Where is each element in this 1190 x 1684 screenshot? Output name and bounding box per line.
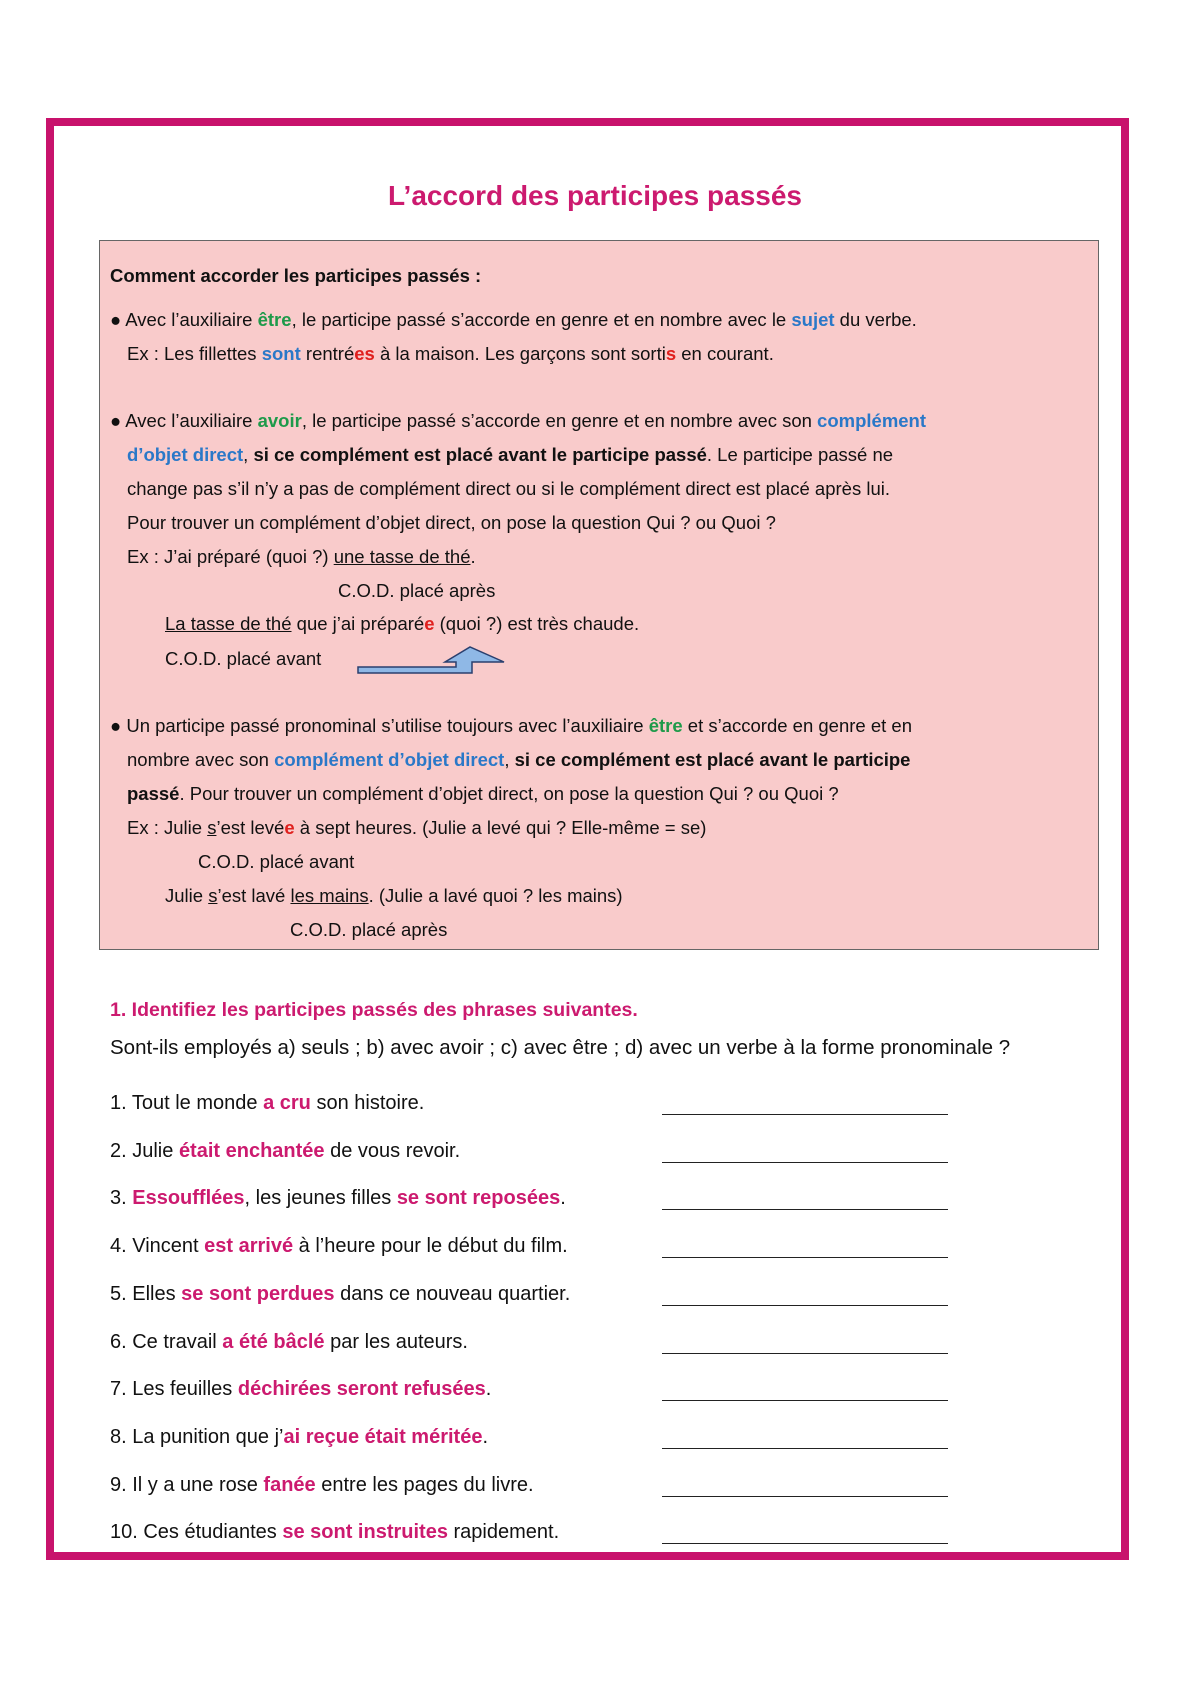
rule-1-example	[127, 343, 774, 365]
rule-2-line-2	[127, 444, 893, 466]
up-arrow-icon	[357, 640, 512, 674]
cod-underlined: La tasse de thé	[165, 613, 292, 634]
text: rentré	[300, 343, 355, 364]
rules-heading: Comment accorder les participes passés :	[110, 265, 482, 286]
cod-label-avant: C.O.D. placé avant	[165, 648, 322, 669]
keyword-avoir: avoir	[257, 410, 302, 431]
text: ,	[243, 444, 254, 465]
sentence-text: par les auteurs.	[324, 1330, 468, 1353]
keyword-sujet: sujet	[791, 309, 835, 330]
ending-e: e	[424, 613, 435, 634]
sentence-text: .	[485, 1378, 492, 1401]
highlighted-verb: a cru	[263, 1092, 311, 1114]
text: . Pour trouver un complément d’objet direct, on pose la question Qui ? ou Quoi ?	[179, 783, 839, 804]
sentence-text: entre les pages du livre.	[315, 1473, 534, 1496]
highlighted-verb: était enchantée	[178, 1139, 325, 1162]
text: Julie	[165, 885, 209, 906]
keyword-sont: sont	[261, 343, 301, 364]
highlighted-verb: déchirées seront refusées	[237, 1378, 486, 1401]
highlighted-verb: se sont reposées	[396, 1187, 561, 1210]
rule-2-example-1	[127, 546, 476, 568]
exercise-item	[110, 1521, 559, 1544]
exercise-item	[110, 1426, 488, 1449]
text: en courant.	[676, 343, 774, 364]
rule-3-line-1	[110, 715, 912, 737]
exercise-title: 1. Identifiez les participes passés des phrases suivantes.	[110, 999, 638, 1021]
sentence-text: dans ce nouveau quartier.	[334, 1282, 571, 1305]
keyword-etre: être	[257, 309, 292, 330]
keyword-complement: complément	[817, 410, 927, 431]
sentence-text: 1. Tout le monde	[110, 1092, 264, 1114]
rule-3-line-3	[127, 783, 839, 805]
rule-2-example-2	[165, 613, 639, 635]
text: Ex : Les fillettes	[127, 343, 262, 364]
rule-2-line-4: Pour trouver un complément d’objet direct, on pose la question Qui ? ou Quoi ?	[127, 512, 776, 533]
exercise-item	[110, 1331, 468, 1354]
answer-blank[interactable]	[662, 1114, 948, 1115]
exercise-instruction: Sont-ils employés a) seuls ; b) avec avoir ; c) avec être ; d) avec un verbe à la forme pronominale ?	[110, 1036, 1011, 1059]
answer-blank[interactable]	[662, 1448, 948, 1449]
answer-blank[interactable]	[662, 1400, 948, 1401]
sentence-text: à l’heure pour le début du film.	[293, 1235, 568, 1258]
exercise-item	[110, 1140, 460, 1163]
text: nombre avec son	[127, 749, 275, 770]
text: Avec l’auxiliaire	[121, 410, 258, 431]
sentence-text: rapidement.	[447, 1521, 560, 1544]
pronoun-underlined: s	[208, 885, 218, 906]
bullet: ●	[110, 309, 122, 330]
answer-blank[interactable]	[662, 1162, 948, 1163]
text: , le participe passé s’accorde en genre et en nombre avec son	[301, 410, 818, 431]
sentence-text: de vous revoir.	[324, 1139, 461, 1162]
highlighted-verb: ai reçue était méritée	[283, 1425, 483, 1448]
text: Un participe passé pronominal s’utilise toujours avec l’auxiliaire	[121, 715, 649, 736]
ending-e: e	[284, 817, 295, 838]
cod-underlined: une tasse de thé	[333, 546, 471, 567]
text: ’est levé	[216, 817, 285, 838]
sentence-text: 10. Ces étudiantes	[110, 1521, 283, 1544]
rule-2-line-1	[110, 410, 926, 432]
text: Ex : Julie	[127, 817, 208, 838]
exercise-item	[110, 1235, 568, 1258]
sentence-text: .	[560, 1187, 566, 1210]
sentence-text: 6. Ce travail	[110, 1330, 223, 1353]
rule-3-example-2	[165, 885, 623, 907]
text: du verbe.	[834, 309, 917, 330]
answer-blank[interactable]	[662, 1543, 948, 1544]
page-title: L’accord des participes passés	[388, 180, 802, 211]
text: . Le participe passé ne	[706, 444, 894, 465]
answer-blank[interactable]	[662, 1209, 948, 1210]
rule-3-line-2	[127, 749, 910, 771]
rule-2-condition: si ce complément est placé avant le participe passé	[253, 444, 707, 465]
text: à sept heures. (Julie a levé qui ? Elle-même = se)	[294, 817, 707, 838]
keyword-cod: complément d’objet direct	[274, 749, 505, 770]
highlighted-verb: se sont perdues	[181, 1282, 335, 1305]
ending-s: s	[665, 343, 677, 364]
rule-3-condition: si ce complément est placé avant le participe	[514, 749, 911, 770]
highlighted-verb: fanée	[263, 1473, 316, 1496]
text: (quoi ?) est très chaude.	[434, 613, 640, 634]
answer-blank[interactable]	[662, 1305, 948, 1306]
sentence-text: 9. Il y a une rose	[110, 1473, 264, 1496]
sentence-text: 5. Elles	[110, 1282, 182, 1305]
bullet: ●	[110, 410, 122, 431]
text: que j’ai préparé	[291, 613, 425, 634]
cod-label-apres: C.O.D. placé après	[338, 580, 496, 601]
bullet: ●	[110, 715, 122, 736]
keyword-etre: être	[648, 715, 683, 736]
cod-label-avant: C.O.D. placé avant	[198, 851, 355, 872]
text: ,	[504, 749, 515, 770]
sentence-text: 4. Vincent	[110, 1235, 205, 1258]
exercise-item	[110, 1187, 566, 1210]
rule-3-example-1	[127, 817, 706, 839]
sentence-text: son histoire.	[310, 1092, 425, 1114]
highlighted-verb: est arrivé	[204, 1235, 294, 1258]
sentence-text: 7. Les feuilles	[110, 1378, 238, 1401]
keyword-objet-direct: d’objet direct	[127, 444, 244, 465]
answer-blank[interactable]	[662, 1353, 948, 1354]
exercise-item	[110, 1283, 570, 1306]
text: , le participe passé s’accorde en genre et en nombre avec le	[291, 309, 792, 330]
highlighted-verb: a été bâclé	[222, 1330, 325, 1353]
exercise-item	[110, 1378, 491, 1401]
text: .	[470, 546, 476, 567]
rule-2-line-3: change pas s’il n’y a pas de complément direct ou si le complément direct est placé après lui.	[127, 478, 890, 499]
text: . (Julie a lavé quoi ? les mains)	[368, 885, 623, 906]
text: Avec l’auxiliaire	[121, 309, 258, 330]
pronoun-underlined: s	[207, 817, 217, 838]
exercise-item	[110, 1474, 534, 1497]
text: et s’accorde en genre et en	[682, 715, 913, 736]
highlighted-verb: se sont instruites	[282, 1521, 448, 1544]
text: Ex : J’ai préparé (quoi ?)	[127, 546, 334, 567]
sentence-text: 3.	[110, 1187, 133, 1210]
sentence-text: , les jeunes filles	[244, 1187, 397, 1210]
rule-1-line-1	[110, 309, 917, 331]
rule-3-condition-end: passé	[127, 783, 180, 804]
ending-es: es	[354, 343, 375, 364]
answer-blank[interactable]	[662, 1257, 948, 1258]
cod-label-apres: C.O.D. placé après	[290, 919, 448, 940]
exercise-item	[110, 1092, 424, 1115]
sentence-text: .	[482, 1425, 489, 1448]
sentence-text: 8. La punition que j’	[110, 1425, 284, 1448]
text: à la maison. Les garçons sont sorti	[374, 343, 666, 364]
answer-blank[interactable]	[662, 1496, 948, 1497]
sentence-text: 2. Julie	[110, 1139, 179, 1162]
highlighted-verb: Essoufflées	[132, 1187, 245, 1210]
cod-underlined: les mains	[290, 885, 369, 906]
text: ’est lavé	[217, 885, 291, 906]
